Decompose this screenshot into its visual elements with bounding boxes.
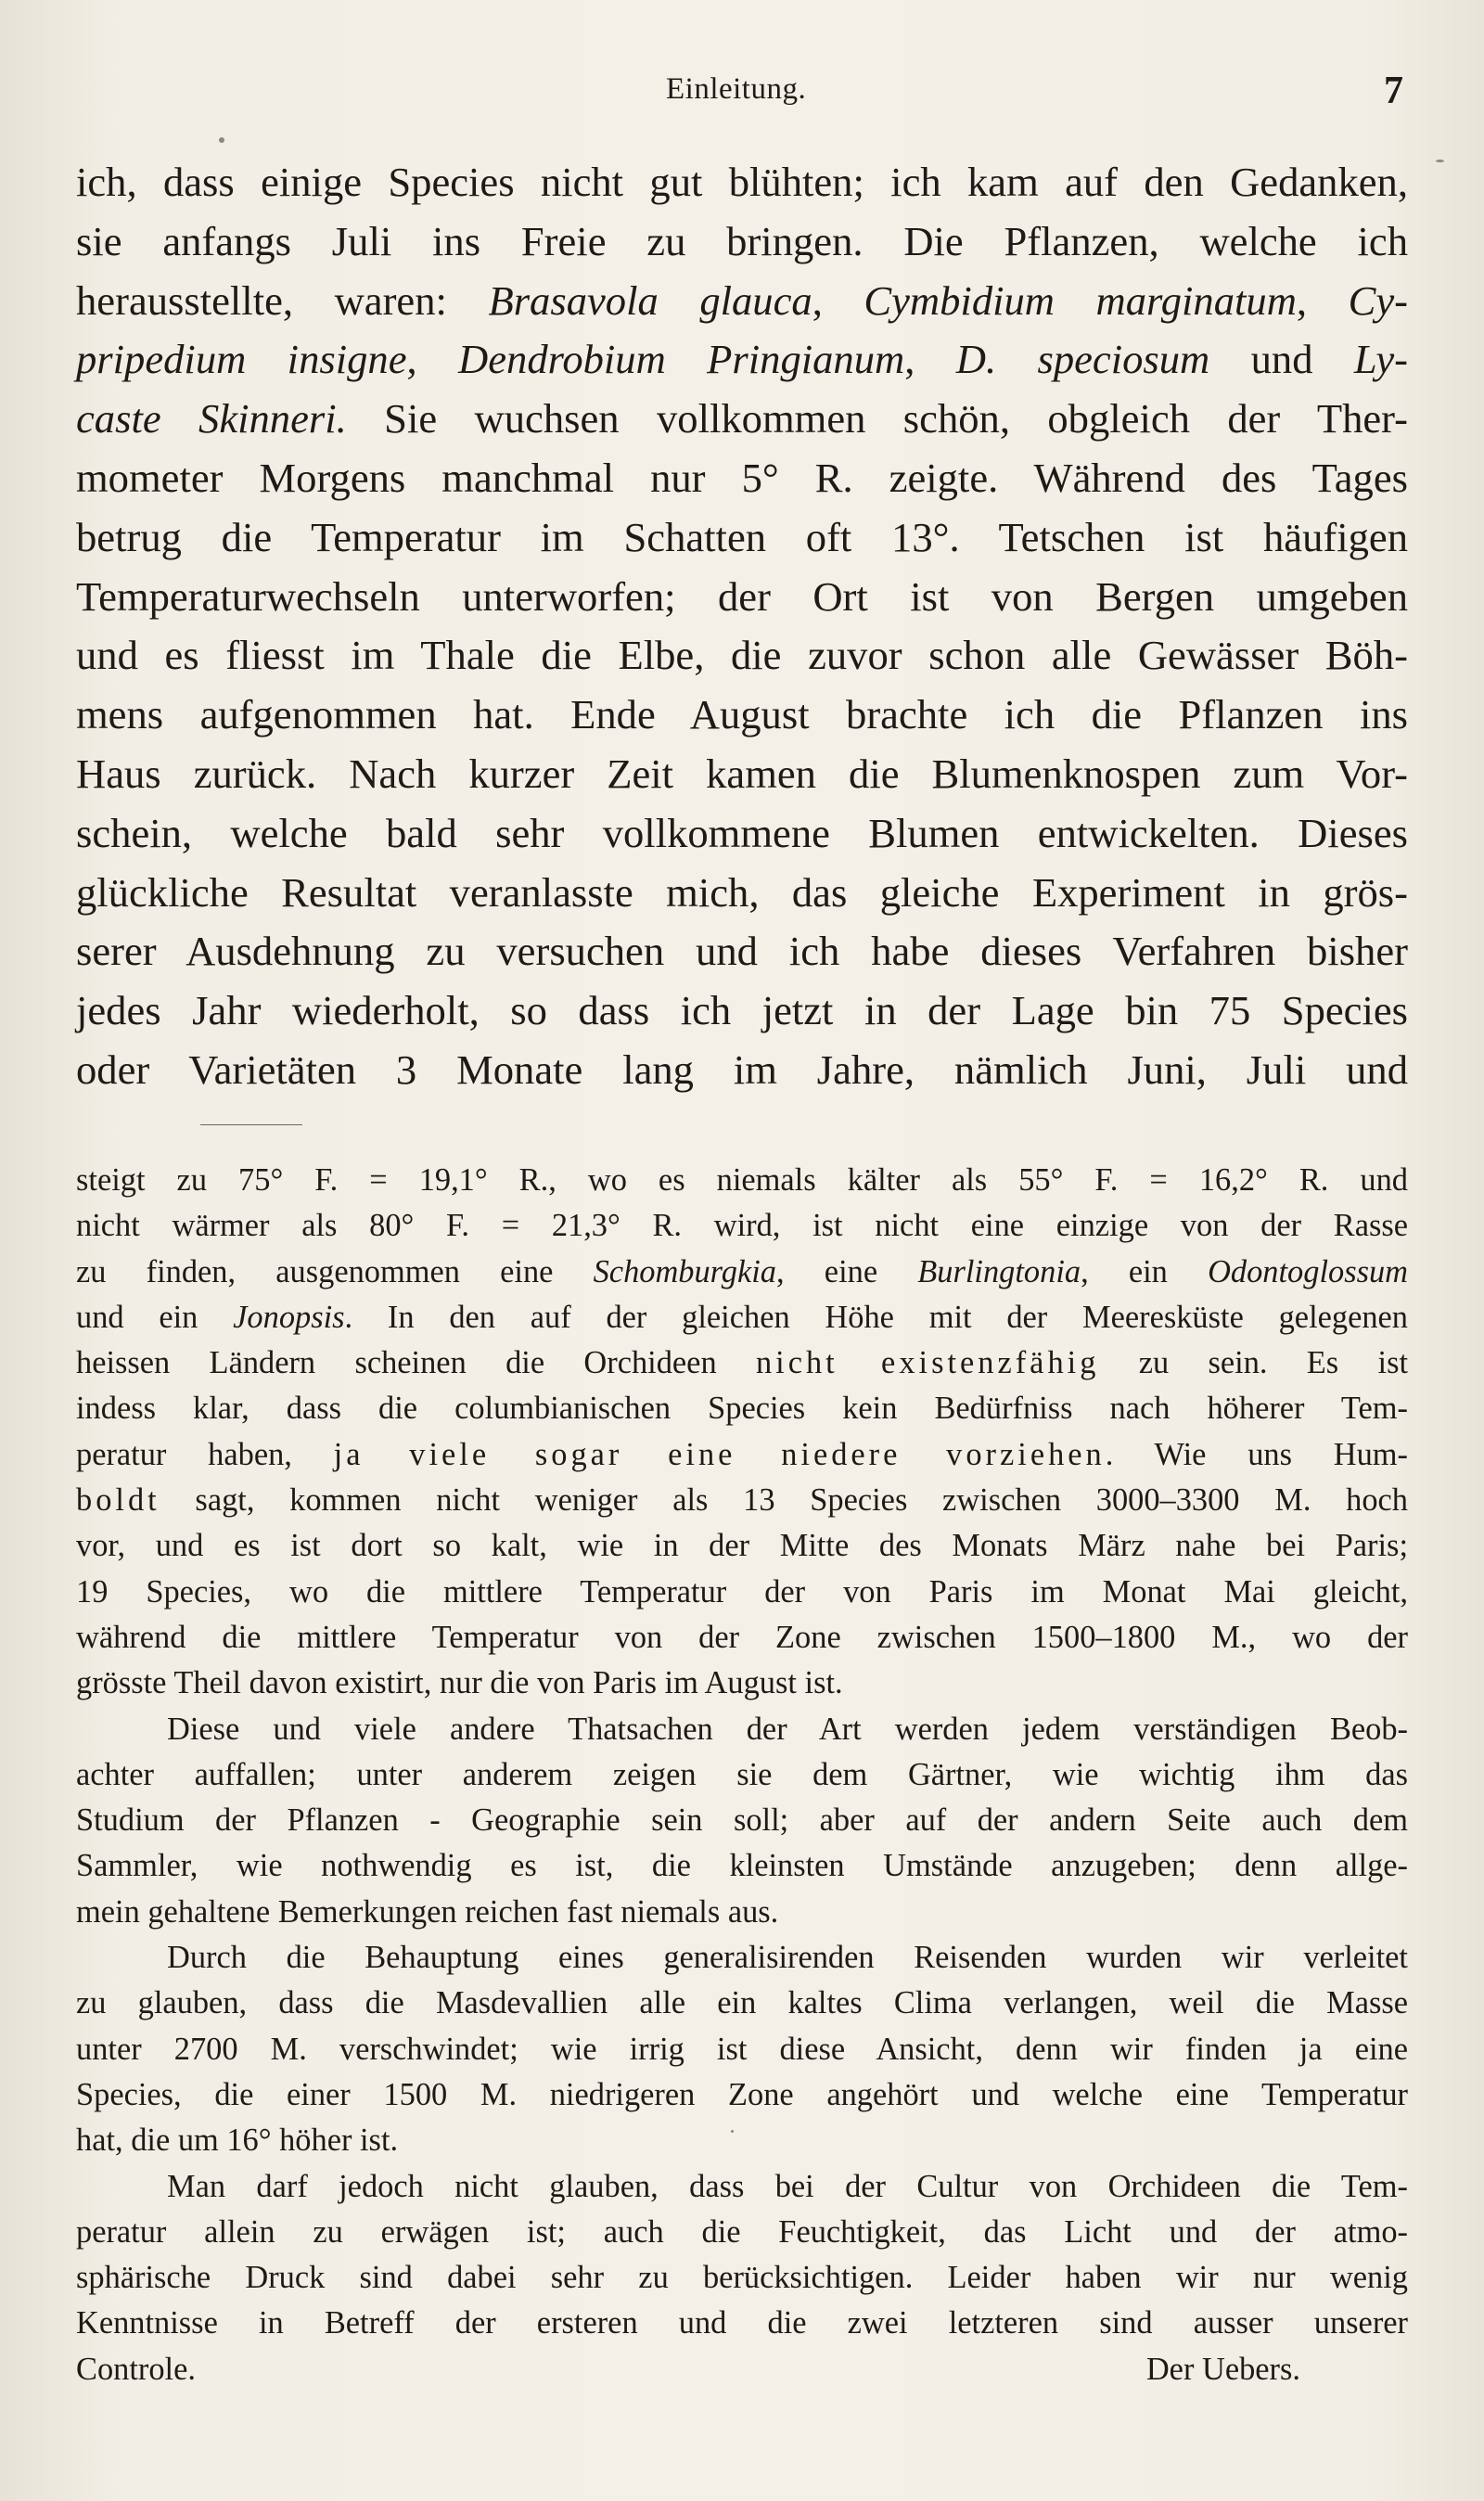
text-line: Temperaturwechseln unterworfen; der Ort ist von Bergen umgeben [76, 572, 1408, 620]
note-line: Man darf jedoch nicht glauben, dass bei der Cultur von Orchideen die Tem- [167, 2168, 1408, 2204]
text-line: pripedium insigne, Dendrobium Pringianum, D. speciosum und Ly- [76, 336, 1408, 383]
note-line: peratur haben, ja viele sogar eine niedere vorziehen. Wie uns Hum- [76, 1436, 1408, 1472]
note-line: Kenntnisse in Betreff der ersteren und die zwei letzteren sind ausser unserer [76, 2305, 1408, 2341]
note-line: Species, die einer 1500 M. niedrigeren Zone angehört und welche eine Temperatur [76, 2076, 1408, 2112]
text-line: Haus zurück. Nach kurzer Zeit kamen die Blumenknospen zum Vor- [76, 750, 1408, 797]
running-head [0, 72, 1484, 119]
text-line: sie anfangs Juli ins Freie zu bringen. Die Pflanzen, welche ich [76, 217, 1408, 264]
print-speck [731, 2130, 734, 2133]
text-line: mens aufgenommen hat. Ende August brachte ich die Pflanzen ins [76, 691, 1408, 738]
note-line: mein gehaltene Bemerkungen reichen fast niemals aus. [76, 1893, 779, 1930]
footnote-rule [200, 1124, 302, 1125]
text-line: glückliche Resultat veranlasste mich, das gleiche Experiment in grös- [76, 868, 1408, 916]
note-line: Studium der Pflanzen - Geographie sein soll; aber auf der andern Seite auch dem [76, 1802, 1408, 1839]
note-line: nicht wärmer als 80° F. = 21,3° R. wird, ist nicht eine einzige von der Rasse [76, 1208, 1408, 1244]
note-line: Controle. Der Uebers. [76, 2347, 1408, 2392]
note-line: indess klar, dass die columbianischen Species kein Bedürfniss nach höherer Tem- [76, 1391, 1408, 1427]
note-line: vor, und es ist dort so kalt, wie in der Mitte des Monats März nahe bei Paris; [76, 1528, 1408, 1564]
species-name: caste Skinneri. [76, 395, 347, 442]
note-line: sphärische Druck sind dabei sehr zu berücksichtigen. Leider haben wir nur wenig [76, 2260, 1408, 2296]
note-line: peratur allein zu erwägen ist; auch die Feuchtigkeit, das Licht und der atmo- [76, 2213, 1408, 2250]
note-line: heissen Ländern scheinen die Orchideen nicht existenzfähig zu sein. Es ist [76, 1345, 1409, 1381]
note-line: während die mittlere Temperatur von der Zone zwischen 1500–1800 M., wo der [76, 1619, 1408, 1655]
footnote-text [76, 1158, 1408, 2392]
note-line: boldt sagt, kommen nicht weniger als 13 Species zwischen 3000–3300 M. hoch [76, 1482, 1408, 1519]
note-line: zu glauben, dass die Masdevallien alle ein kaltes Clima verlangen, weil die Masse [76, 1985, 1408, 2021]
text-line: jedes Jahr wiederholt, so dass ich jetzt in der Lage bin 75 Species [76, 987, 1408, 1034]
species-name: Dendrobium Pringianum [458, 336, 905, 383]
genus-name: Odontoglossum [1208, 1253, 1408, 1289]
species-name: Brasavola glauca [488, 276, 812, 324]
note-line: 19 Species, wo die mittlere Temperatur der von Paris im Monat Mai gleicht, [76, 1573, 1408, 1610]
species-name: Cy- [1348, 276, 1409, 324]
text-line: oder Varietäten 3 Monate lang im Jahre, nämlich Juni, Juli und [76, 1045, 1408, 1093]
text-line: schein, welche bald sehr vollkommene Blumen entwickelten. Dieses [76, 809, 1408, 856]
main-text [76, 153, 1408, 1100]
signature: Der Uebers. [1145, 2351, 1300, 2387]
note-line: Durch die Behauptung eines generalisirenden Reisenden wurden wir verleitet [167, 1940, 1408, 1976]
spaced-emphasis: ja viele sogar eine niedere vorziehen [333, 1436, 1106, 1472]
note-line: grösste Theil davon existirt, nur die von Paris im August ist. [76, 1665, 843, 1701]
note-line: zu finden, ausgenommen eine Schomburgkia, eine Burlingtonia, ein Odontoglossum [76, 1253, 1408, 1289]
text-line: und es fliesst im Thale die Elbe, die zuvor schon alle Gewässer Böh- [76, 632, 1408, 679]
note-line: Sammler, wie nothwendig es ist, die kleinsten Umstände anzugeben; denn allge- [76, 1848, 1408, 1884]
page-number: 7 [1384, 70, 1403, 112]
text-line: herausstellte, waren: Brasavola glauca, Cymbidium marginatum, Cy- [76, 276, 1409, 324]
genus-name: Schomburgkia [593, 1253, 777, 1289]
genus-name: Jonopsis [233, 1299, 345, 1335]
note-line: Diese und viele andere Thatsachen der Art werden jedem verständigen Beob- [167, 1711, 1408, 1747]
note-line: unter 2700 M. verschwindet; wie irrig ist diese Ansicht, denn wir finden ja eine [76, 2031, 1408, 2067]
genus-name: Burlingtonia [917, 1253, 1081, 1289]
print-speck [1436, 160, 1444, 162]
spaced-emphasis: boldt [76, 1482, 160, 1519]
text-line: mometer Morgens manchmal nur 5° R. zeigte. Während des Tages [76, 454, 1408, 501]
note-line: hat, die um 16° höher ist. [76, 2123, 399, 2159]
species-name: Ly- [1353, 336, 1408, 383]
species-name: pripedium insigne [76, 336, 407, 383]
running-head-title: Einleitung. [666, 72, 807, 106]
text-line: betrug die Temperatur im Schatten oft 13°. Tetschen ist häufigen [76, 513, 1408, 560]
spaced-emphasis: nicht existenzfähig [755, 1345, 1100, 1381]
text-line: caste Skinneri. Sie wuchsen vollkommen schön, obgleich der Ther- [76, 395, 1408, 442]
note-line: steigt zu 75° F. = 19,1° R., wo es niemals kälter als 55° F. = 16,2° R. und [76, 1162, 1408, 1198]
print-speck [219, 137, 224, 143]
species-name: D. speciosum [955, 336, 1210, 383]
text-line: serer Ausdehnung zu versuchen und ich habe dieses Verfahren bisher [76, 928, 1408, 975]
species-name: Cymbidium marginatum [864, 276, 1297, 324]
note-line: und ein Jonopsis. In den auf der gleichen Höhe mit der Meeresküste gelegenen [76, 1299, 1409, 1335]
note-line: achter auffallen; unter anderem zeigen sie dem Gärtner, wie wichtig ihm das [76, 1756, 1408, 1792]
text-line: ich, dass einige Species nicht gut blühten; ich kam auf den Gedanken, [76, 159, 1408, 205]
